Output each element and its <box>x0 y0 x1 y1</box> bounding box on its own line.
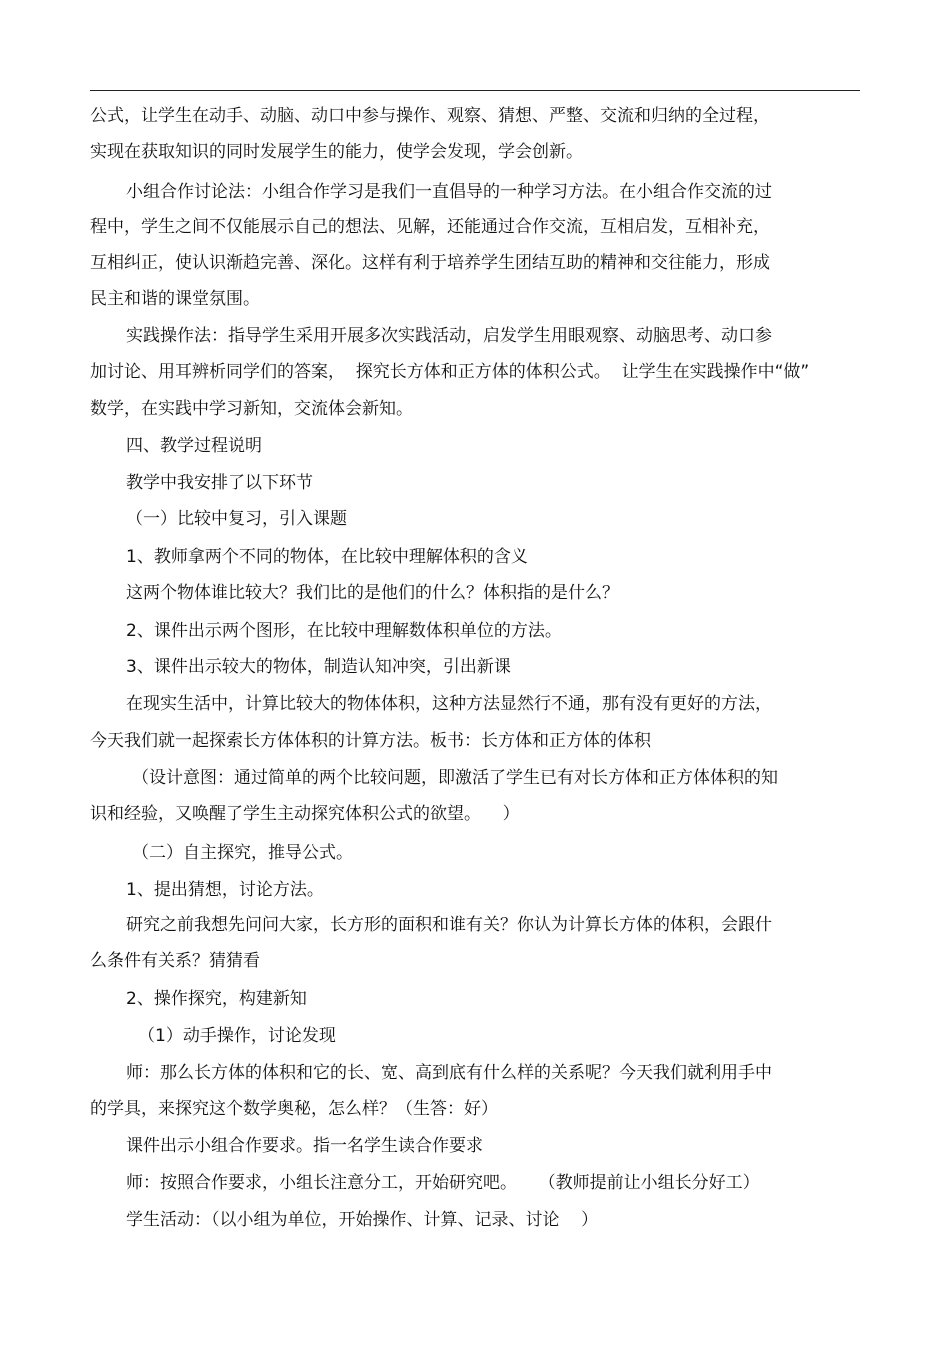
text-line: 1、提出猜想，讨论方法。 <box>126 880 324 900</box>
text-line: 数学，在实践中学习新知，交流体会新知。 <box>90 399 413 419</box>
text-line: 么条件有关系？猜猜看 <box>90 951 260 971</box>
text-line: 小组合作讨论法：小组合作学习是我们一直倡导的一种学习方法。在小组合作交流的过 <box>126 182 772 202</box>
text-line: 识和经验，又唤醒了学生主动探究体积公式的欲望。 ） <box>90 804 520 824</box>
text-line: 师：那么长方体的体积和它的长、宽、高到底有什么样的关系呢？今天我们就利用手中 <box>126 1063 772 1083</box>
text-line: 课件出示小组合作要求。指一名学生读合作要求 <box>126 1136 483 1156</box>
text-line: 民主和谐的课堂氛围。 <box>90 289 260 309</box>
text-line: 程中，学生之间不仅能展示自己的想法、见解，还能通过合作交流，互相启发，互相补充， <box>90 217 770 237</box>
text-line: 研究之前我想先问问大家，长方形的面积和谁有关？你认为计算长方体的体积，会跟什 <box>126 915 772 935</box>
text-line: 实践操作法：指导学生采用开展多次实践活动，启发学生用眼观察、动脑思考、动口参 <box>126 326 772 346</box>
text-line: 今天我们就一起探索长方体体积的计算方法。板书：长方体和正方体的体积 <box>90 731 651 751</box>
text-line: （1）动手操作，讨论发现 <box>138 1026 336 1046</box>
text-line: 的学具，来探究这个数学奥秘，怎么样？（生答：好） <box>90 1099 498 1119</box>
text-line: 2、课件出示两个图形，在比较中理解数体积单位的方法。 <box>126 621 562 641</box>
text-line: 互相纠正，使认识渐趋完善、深化。这样有利于培养学生团结互助的精神和交往能力，形成 <box>90 253 770 273</box>
text-line: （二）自主探究，推导公式。 <box>132 843 353 863</box>
text-line: 3、课件出示较大的物体，制造认知冲突，引出新课 <box>126 657 511 677</box>
text-line: （一）比较中复习，引入课题 <box>126 509 347 529</box>
text-line: 公式，让学生在动手、动脑、动口中参与操作、观察、猜想、严整、交流和归纳的全过程， <box>90 106 770 126</box>
text-line: 加讨论、用耳辨析同学们的答案， 探究长方体和正方体的体积公式。 让学生在实践操作中“做” <box>90 362 810 382</box>
text-line: （设计意图：通过简单的两个比较问题，即激活了学生已有对长方体和正方体体积的知 <box>132 768 778 788</box>
text-line: 在现实生活中，计算比较大的物体体积，这种方法显然行不通，那有没有更好的方法， <box>126 694 772 714</box>
text-line: 2、操作探究，构建新知 <box>126 989 307 1009</box>
header-rule <box>90 90 860 91</box>
text-line: 1、教师拿两个不同的物体，在比较中理解体积的含义 <box>126 547 528 567</box>
text-line: 师：按照合作要求，小组长注意分工，开始研究吧。 （教师提前让小组长分好工） <box>126 1173 760 1193</box>
text-line: 教学中我安排了以下环节 <box>126 473 313 493</box>
text-line: 学生活动：（以小组为单位，开始操作、计算、记录、讨论 ） <box>126 1210 599 1230</box>
text-line: 实现在获取知识的同时发展学生的能力，使学会发现，学会创新。 <box>90 142 583 162</box>
text-line: 这两个物体谁比较大？我们比的是他们的什么？体积指的是什么？ <box>126 583 619 603</box>
text-line: 四、教学过程说明 <box>126 436 262 456</box>
